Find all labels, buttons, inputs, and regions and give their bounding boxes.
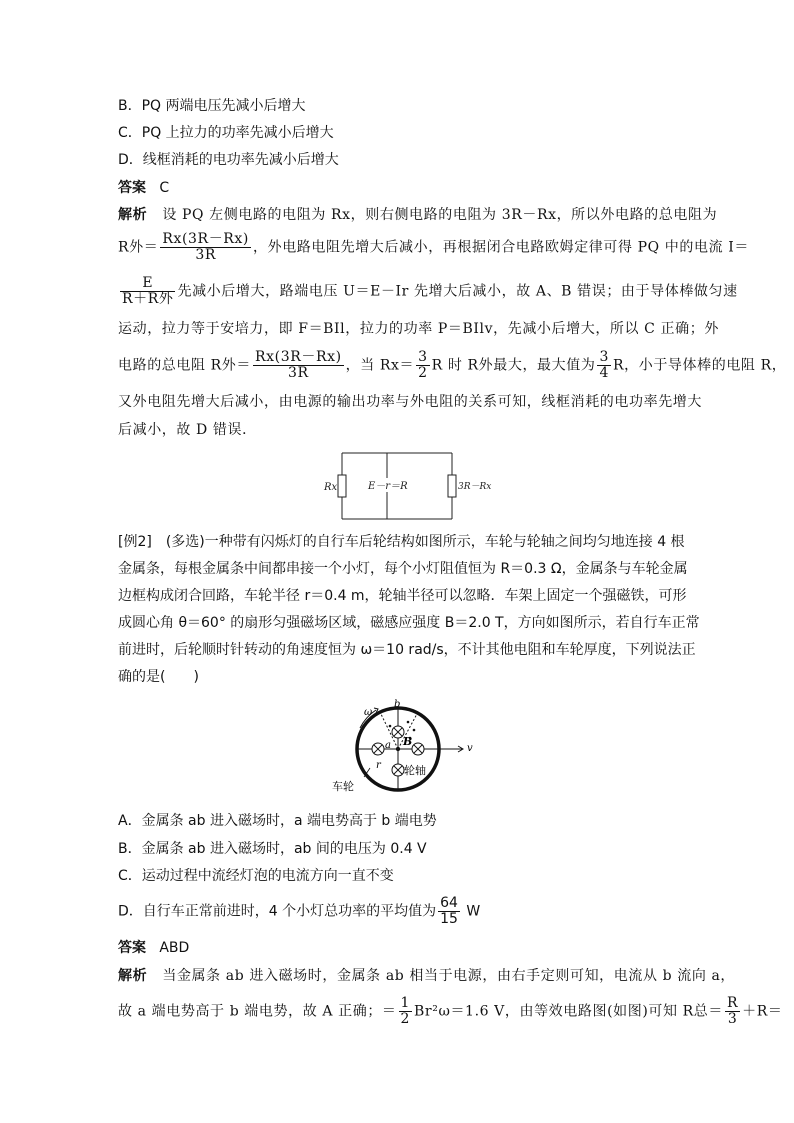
q2-stem-3: 边框构成闭合回路，车轮半径 r＝0.4 m，轮轴半径可以忽略．车架上固定一个强磁铁，可形	[118, 588, 687, 604]
q1-analysis-line-5: 电路的总电阻 R外＝ $\frac{Rx(3R-Rx)}{3R}$ ，当 Rx＝ $\frac{3}{2}$ R 时 R外最大，最大值为 $\frac{3}{4}$ R，小于导体棒的电阻 R，	[118, 349, 787, 381]
q1-option-b: B．PQ 两端电压先减小后增大	[118, 98, 306, 114]
q2-stem-2: 金属条，每根金属条中间都串接一个小灯，每个小灯阻值恒为 R＝0.3 Ω，金属条与车轮金属	[118, 561, 688, 577]
answer-value: ABD	[159, 940, 190, 956]
q1-analysis-line-4: 运动，拉力等于安培力，即 F＝BIl，拉力的功率 P＝BIlv，先减小后增大，所以 C 正确；外	[118, 321, 719, 337]
q1-analysis-line-6: 又外电阻先增大后减小，由电源的输出功率与外电阻的关系可知，线框消耗的电功率先增大	[118, 394, 702, 410]
q1-answer	[118, 178, 169, 198]
fraction: $\frac{3}{4}$	[599, 349, 609, 381]
q2-stem-6: 确的是( )	[118, 669, 199, 685]
fraction: $\frac{E}{\text{R＋R外}}$	[122, 275, 174, 307]
analysis-label: 解析	[118, 207, 148, 223]
answer-label: 答案	[118, 180, 146, 196]
label-omega: ω	[364, 707, 373, 718]
label-r: r	[376, 760, 381, 771]
q2-analysis-line-2: 故 a 端电势高于 b 端电势，故 A 正确；＝ $\frac{1}{2}$ Br²ω＝1.6 V，由等效电路图(如图)可知 R总＝ $\frac{R}{3}$ ＋R＝	[118, 995, 783, 1027]
q2-answer	[118, 938, 189, 958]
fraction: $\frac{64}{15}$	[440, 895, 458, 927]
q2-option-b: B．金属条 ab 进入磁场时，ab 间的电压为 0.4 V	[118, 841, 427, 857]
fraction: $\frac{Rx(3R-Rx)}{3R}$	[162, 231, 249, 263]
q2-option-a: A．金属条 ab 进入磁场时，a 端电势高于 b 端电势	[118, 813, 437, 829]
q1-analysis-line-7: 后减小，故 D 错误．	[118, 422, 257, 438]
analysis-label: 解析	[118, 968, 148, 984]
label-v: v	[467, 743, 473, 754]
label-a-end: a	[385, 740, 391, 751]
label-axle: 轮轴	[404, 764, 426, 777]
q2-stem-5: 前进时，后轮顺时针转动的角速度恒为 ω＝10 rad/s，不计其他电阻和车轮厚度，下列说法正	[118, 642, 696, 658]
fraction: $\frac{3}{2}$	[418, 349, 428, 381]
label-b-end: b	[394, 699, 401, 710]
formula-r-ext: R外＝	[118, 239, 159, 256]
q2-option-c: C．运动过程中流经灯泡的电流方向一直不变	[118, 868, 394, 884]
q2-stem-4: 成圆心角 θ＝60° 的扇形匀强磁场区域，磁感应强度 B＝2.0 T，方向如图所示，若自行车正常	[118, 615, 700, 631]
q1-analysis-line-1	[118, 205, 717, 225]
label-wheel: 车轮	[332, 780, 354, 793]
fraction: $\frac{1}{2}$	[400, 995, 411, 1027]
q2-analysis-line-1: 解析 当金属条 ab 进入磁场时，金属条 ab 相当于电源，由右手定则可知，电流从 b 流向 a，	[118, 968, 736, 984]
label-right-resistor: 3R－Rx	[458, 482, 492, 492]
q1-option-d: D．线框消耗的电功率先减小后增大	[118, 152, 339, 168]
fraction: $\frac{Rx(3R-Rx)}{3R}$	[255, 349, 342, 381]
analysis-text: 设 PQ 左侧电路的电阻为 Rx，则右侧电路的电阻为 3R－Rx，所以外电路的总电阻为	[162, 207, 718, 223]
q1-option-c: C．PQ 上拉力的功率先减小后增大	[118, 125, 334, 141]
q2-option-d: D．自行车正常前进时，4 个小灯总功率的平均值为 $\frac{64}{15}$ W	[118, 895, 481, 927]
q2-stem-1: [例2] (多选)一种带有闪烁灯的自行车后轮结构如图所示，车轮与轮轴之间均匀地连接 4 根	[118, 534, 685, 550]
answer-label: 答案	[118, 940, 146, 956]
q1-analysis-line-3: $\frac{E}{\text{R＋R外}}$ 先减小后增大，路端电压 U＝E－Ir 先增大后减小，故 A、B 错误；由于导体棒做匀速	[122, 275, 738, 307]
bicycle-wheel-diagram	[328, 698, 488, 798]
q1-analysis-line-2: R外＝ $\frac{Rx(3R-Rx)}{3R}$ ，外电路电阻先增大后减小，再根据闭合电路欧姆定律可得 PQ 中的电流 I＝	[118, 231, 749, 263]
equivalent-circuit-diagram	[322, 445, 492, 527]
label-field-B: B	[403, 735, 413, 748]
label-source: E－r＝R	[368, 481, 408, 492]
answer-value: C	[159, 180, 170, 196]
fraction: $\frac{R}{3}$	[727, 995, 739, 1027]
label-rx: Rx	[324, 482, 338, 493]
